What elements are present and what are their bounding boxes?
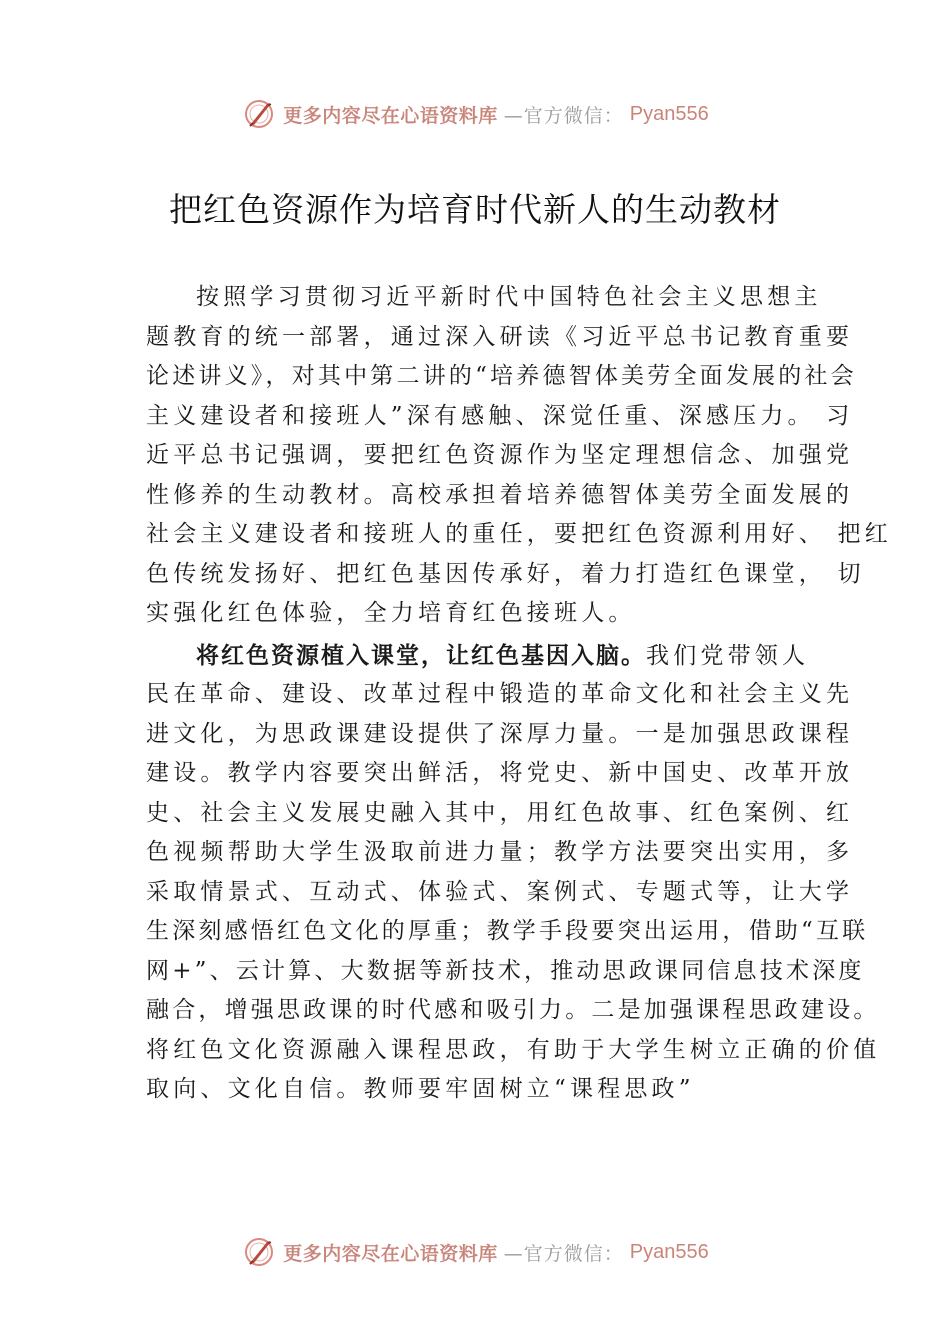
paragraph-1-line: 论述讲义》，对其中第二讲的“培养德智体美劳全面发展的社会	[146, 363, 857, 389]
banner-official-text: —官方微信：	[503, 1242, 624, 1265]
paragraph-2-line: 民在革命、建设、改革过程中锻造的革命文化和社会主义先	[146, 681, 854, 707]
quill-logo-icon	[241, 1234, 277, 1270]
quill-logo-icon	[241, 96, 277, 132]
paragraph-2-line: 取向、文化自信。教师要牢固树立“课程思政”	[146, 1076, 695, 1102]
banner-wechat-id: Pyan556	[629, 1240, 709, 1263]
document-title: 把红色资源作为培育时代新人的生动教材	[169, 190, 781, 229]
banner-wechat-id: Pyan556	[629, 102, 709, 125]
paragraph-1-line: 社会主义建设者和接班人的重任，要把红色资源利用好、 把红	[146, 521, 892, 547]
paragraph-2-line: 网+”、云计算、大数据等新技术，推动思政课同信息技术深度	[146, 957, 865, 984]
paragraph-2-line: 色视频帮助大学生汲取前进力量；教学方法要突出实用，多	[146, 839, 854, 865]
paragraph-2-bold-heading: 将红色资源植入课堂，让红色基因入脑。	[196, 641, 646, 669]
banner-brand-text: 更多内容尽在心语资料库	[283, 1242, 498, 1265]
paragraph-1-line: 近平总书记强调，要把红色资源作为坚定理想信念、加强党	[146, 442, 854, 468]
paragraph-1-line: 主义建设者和接班人”深有感触、深觉任重、深感压力。 习	[146, 402, 854, 429]
paragraph-2-line: 将红色文化资源融入课程思政，有助于大学生树立正确的价值	[146, 1036, 881, 1063]
paragraph-1-line: 按照学习贯彻习近平新时代中国特色社会主义思想主	[196, 284, 822, 310]
paragraph-2-lead-line	[146, 636, 826, 676]
paragraph-2-line: 采取情景式、互动式、体验式、案例式、专题式等，让大学	[146, 878, 854, 905]
paragraph-2-line: 建设。教学内容要突出鲜活，将党史、新中国史、改革开放	[146, 760, 854, 786]
paragraph-2-line: 进文化，为思政课建设提供了深厚力量。一是加强思政课程	[146, 720, 854, 747]
paragraph-1-line: 实强化红色体验，全力培育红色接班人。	[146, 600, 636, 626]
document-body	[146, 278, 892, 1110]
paragraph-1-line: 性修养的生动教材。高校承担着培养德智体美劳全面发展的	[146, 481, 854, 508]
paragraph-1-line: 题教育的统一部署，通过深入研读《习近平总书记教育重要	[146, 323, 854, 350]
paragraph-2-line: 生深刻感悟红色文化的厚重；教学手段要突出运用，借助“互联	[146, 918, 869, 944]
header-banner	[0, 94, 950, 134]
paragraph-2-line: 史、社会主义发展史融入其中，用红色故事、红色案例、红	[146, 799, 854, 826]
footer-banner	[0, 1232, 950, 1272]
banner-official-text: —官方微信：	[503, 104, 624, 127]
paragraph-2-lead-rest: 我们党带领人	[646, 642, 810, 669]
banner-brand-text: 更多内容尽在心语资料库	[283, 104, 498, 127]
paragraph-2-line: 融合，增强思政课的时代感和吸引力。二是加强课程思政建设。	[146, 997, 880, 1023]
paragraph-1-line: 色传统发扬好、把红色基因传承好，着力打造红色课堂， 切	[146, 560, 865, 587]
